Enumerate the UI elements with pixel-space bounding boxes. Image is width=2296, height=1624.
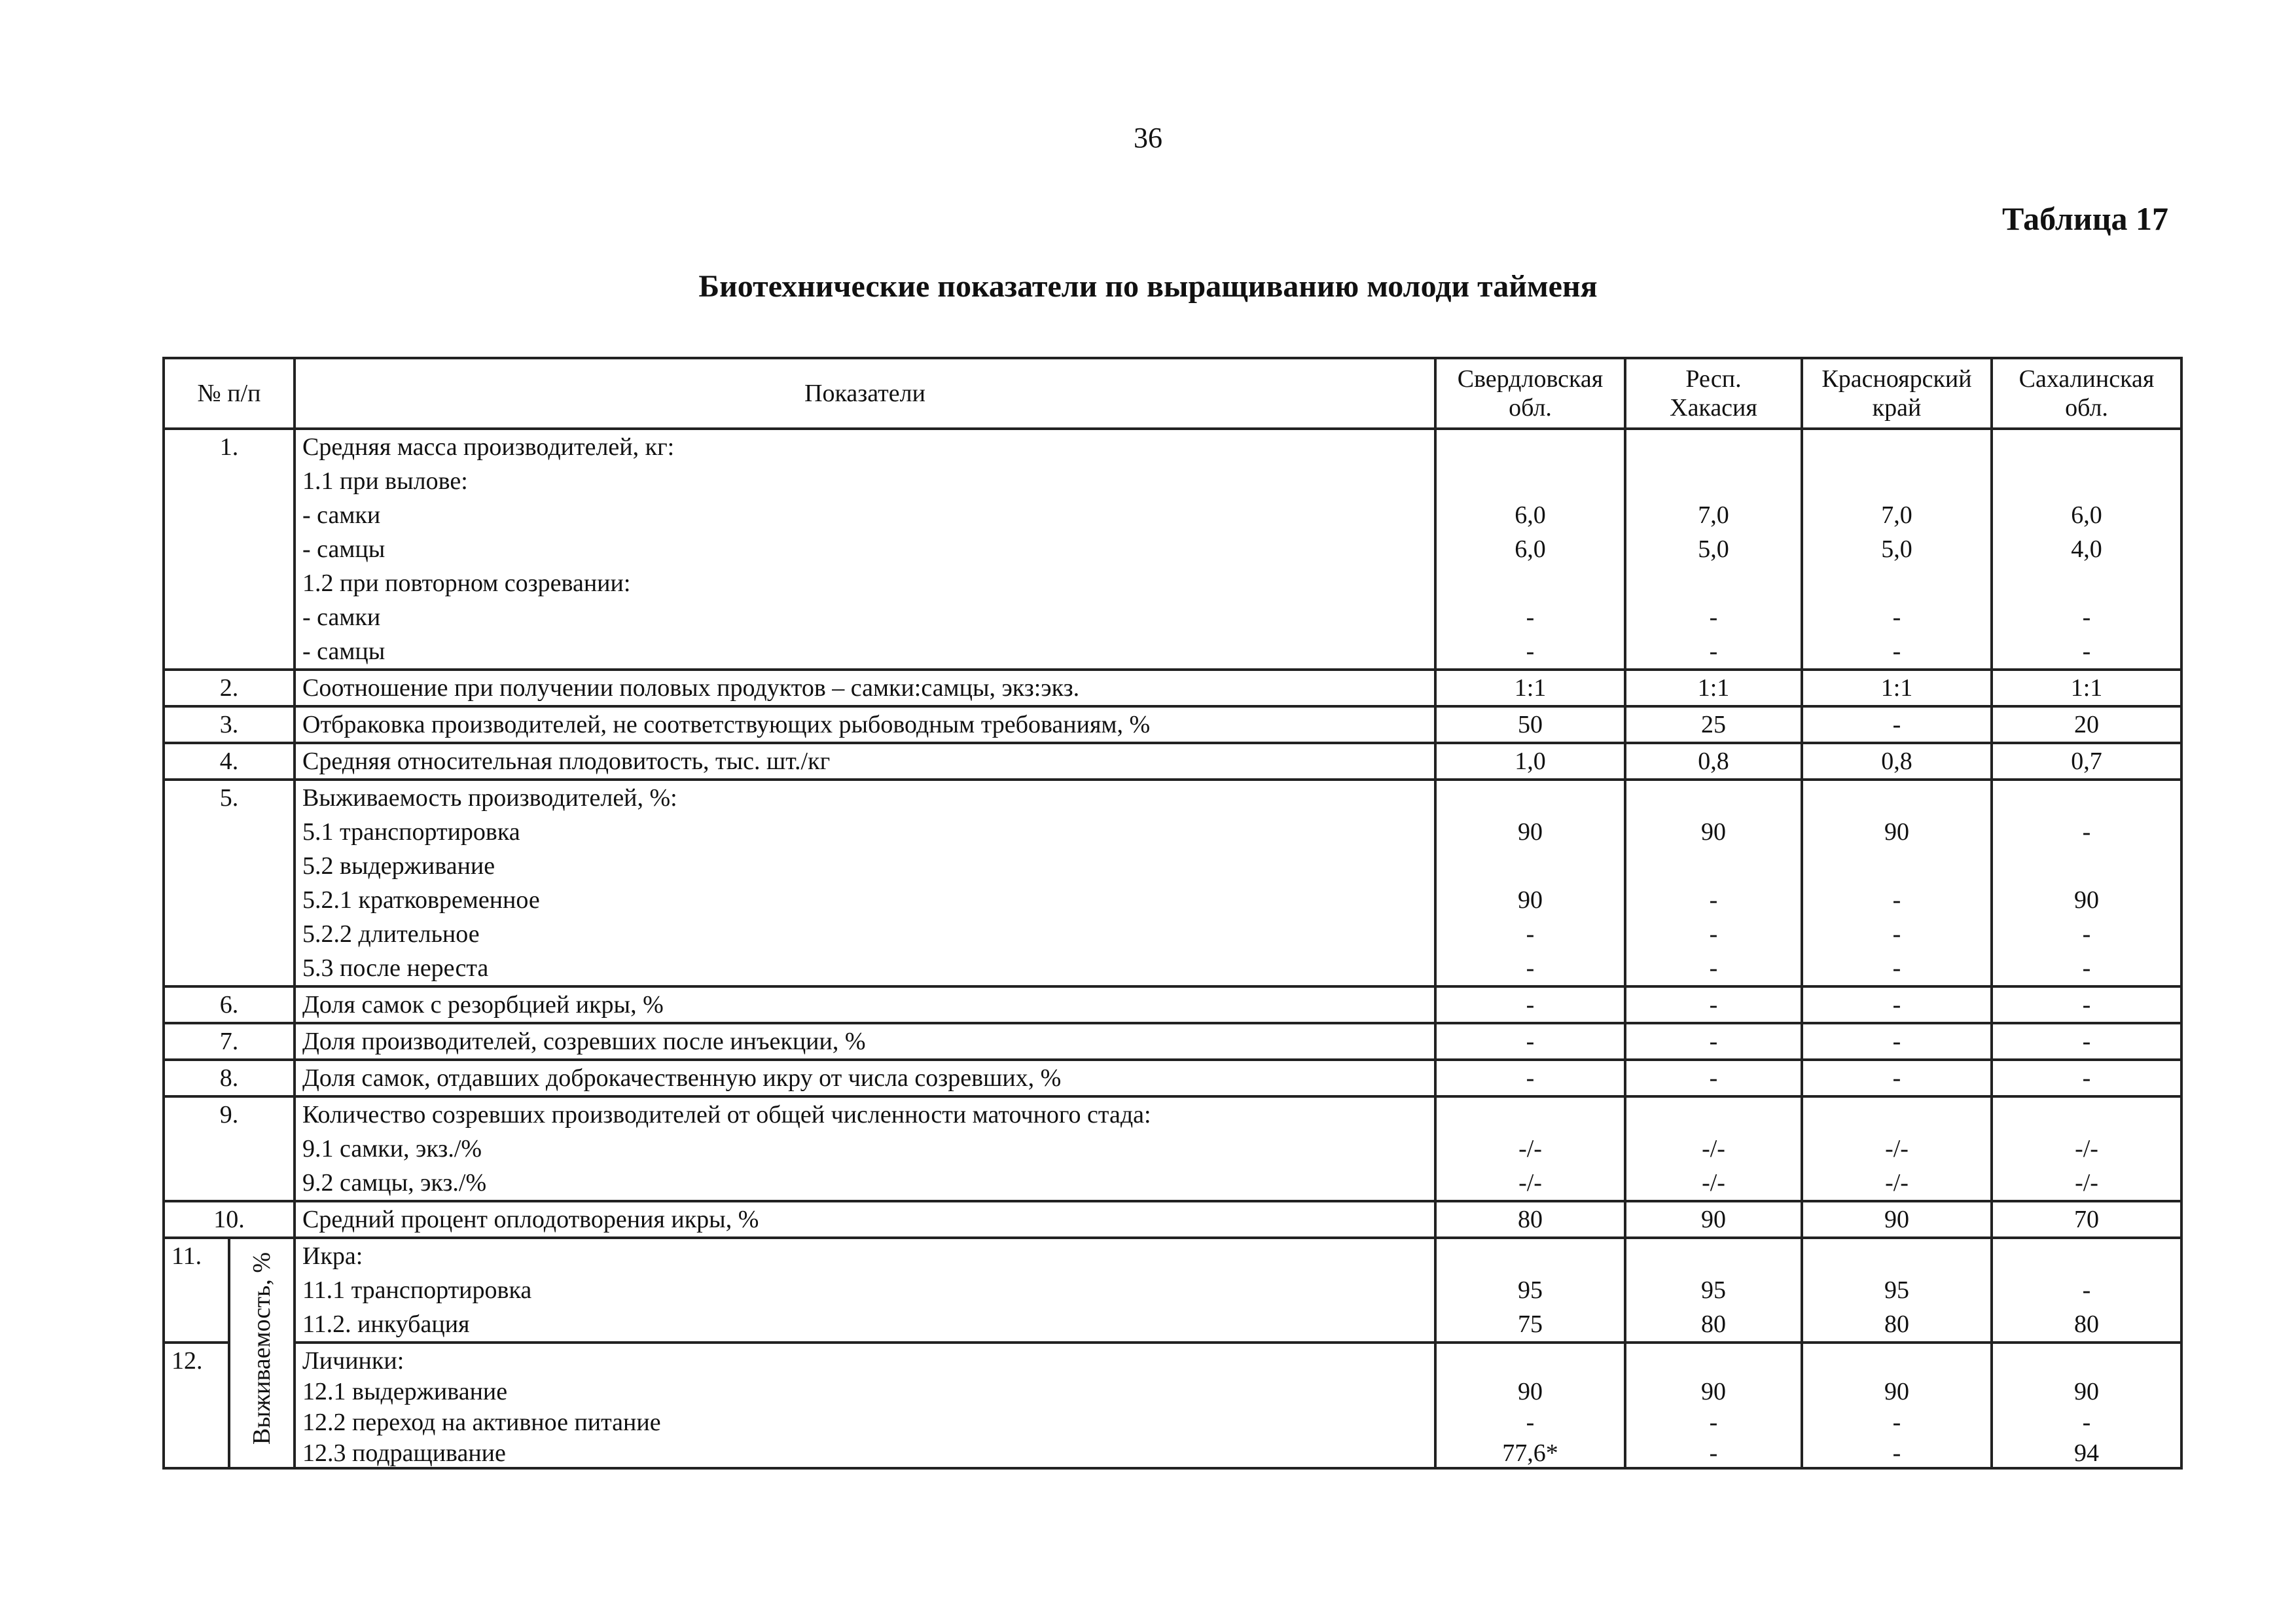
value: 90 bbox=[2074, 886, 2099, 914]
value bbox=[2000, 1098, 2174, 1132]
indicator-line: Икра: bbox=[302, 1242, 363, 1270]
value-cell-khakassia bbox=[1625, 706, 1802, 743]
indicator-line: 5.2 выдерживание bbox=[302, 852, 495, 880]
value: - bbox=[2082, 1028, 2091, 1055]
value bbox=[1633, 1344, 1794, 1375]
value-cell-sakhalin bbox=[1992, 1343, 2181, 1468]
value-cell-sakhalin bbox=[1992, 706, 2181, 743]
value bbox=[1443, 464, 1617, 498]
value bbox=[1633, 1098, 1794, 1132]
value-cell-sverdlovsk bbox=[1435, 429, 1625, 670]
value: -/- bbox=[1885, 1135, 1909, 1163]
value: - bbox=[1892, 604, 1901, 631]
header-region-krasnoyarsk bbox=[1802, 358, 1992, 429]
indicator-cell bbox=[295, 1201, 1435, 1238]
indicator-line: 5.1 транспортировка bbox=[302, 818, 520, 846]
value: 90 bbox=[1884, 1378, 1909, 1405]
row-number bbox=[164, 1060, 295, 1096]
table-row bbox=[164, 743, 2181, 780]
value: 90 bbox=[1884, 1206, 1909, 1233]
value: 90 bbox=[1701, 1378, 1726, 1405]
value-cell-khakassia bbox=[1625, 1060, 1802, 1096]
indicator-cell bbox=[295, 1023, 1435, 1060]
value: 0,8 bbox=[1881, 748, 1912, 775]
value: 0,7 bbox=[2071, 748, 2102, 775]
row-number bbox=[164, 1343, 229, 1468]
row-number bbox=[164, 1201, 295, 1238]
value-cell-sakhalin bbox=[1992, 986, 2181, 1023]
indicator-line: Доля производителей, созревших после инъекции, % bbox=[302, 1028, 866, 1055]
indicator-line: 5.2.2 длительное bbox=[302, 920, 480, 948]
value: - bbox=[1892, 1064, 1901, 1092]
value-cell-sverdlovsk bbox=[1435, 1096, 1625, 1201]
indicator-line: 9.2 самцы, экз./% bbox=[302, 1169, 487, 1197]
row-number bbox=[164, 1023, 295, 1060]
indicator-line: Соотношение при получении половых продуктов – самки:самцы, экз:экз. bbox=[302, 674, 1080, 702]
value: -/- bbox=[1518, 1135, 1542, 1163]
header-region-khakassia bbox=[1625, 358, 1802, 429]
value-cell-sakhalin bbox=[1992, 1238, 2181, 1343]
value-cell-krasnoyarsk bbox=[1802, 1060, 1992, 1096]
value bbox=[1633, 430, 1794, 464]
value-cell-sakhalin bbox=[1992, 670, 2181, 706]
value: -/- bbox=[2075, 1169, 2098, 1197]
value: -/- bbox=[1702, 1135, 1725, 1163]
row-number bbox=[164, 706, 295, 743]
value-cell-krasnoyarsk bbox=[1802, 1096, 1992, 1201]
value-cell-krasnoyarsk bbox=[1802, 743, 1992, 780]
value: 1:1 bbox=[2070, 674, 2103, 702]
value: 70 bbox=[2074, 1206, 2099, 1233]
row-number-text: 12. bbox=[171, 1347, 203, 1375]
table-row bbox=[164, 986, 2181, 1023]
indicator-line: - самцы bbox=[302, 535, 386, 563]
indicator-line: 1.1 при вылове: bbox=[302, 467, 468, 495]
indicator-line: 1.2 при повторном созревании: bbox=[302, 569, 631, 597]
indicator-cell bbox=[295, 1096, 1435, 1201]
indicator-line: Средняя масса производителей, кг: bbox=[302, 433, 675, 461]
indicator-cell bbox=[295, 1238, 1435, 1343]
value-cell-sverdlovsk bbox=[1435, 1060, 1625, 1096]
value-cell-sverdlovsk bbox=[1435, 706, 1625, 743]
value bbox=[2000, 566, 2174, 600]
table-row bbox=[164, 1201, 2181, 1238]
indicator-line: Отбраковка производителей, не соответствующих рыбоводным требованиям, % bbox=[302, 711, 1151, 738]
value-cell-khakassia bbox=[1625, 780, 1802, 986]
row-number bbox=[164, 780, 295, 986]
value: 50 bbox=[1518, 711, 1543, 738]
header-indicator: Показатели bbox=[295, 358, 1435, 429]
value: - bbox=[1709, 1064, 1718, 1092]
header-region-sakhalin bbox=[1992, 358, 2181, 429]
indicator-cell bbox=[295, 780, 1435, 986]
value: 90 bbox=[1518, 886, 1543, 914]
table-label: Таблица 17 bbox=[2001, 200, 2168, 237]
indicator-line: Количество созревших производителей от общей численности маточного стада: bbox=[302, 1101, 1151, 1128]
value: 95 bbox=[1884, 1276, 1909, 1304]
value-cell-krasnoyarsk bbox=[1802, 706, 1992, 743]
value: - bbox=[1526, 1028, 1535, 1055]
value bbox=[1443, 781, 1617, 815]
value-cell-sverdlovsk bbox=[1435, 1023, 1625, 1060]
value: - bbox=[1526, 638, 1535, 665]
header-region-line: обл. bbox=[2065, 394, 2108, 422]
value bbox=[1633, 1239, 1794, 1273]
indicator-cell bbox=[295, 706, 1435, 743]
survival-group-label bbox=[229, 1238, 295, 1468]
value: - bbox=[2082, 954, 2091, 982]
value bbox=[1443, 1098, 1617, 1132]
value bbox=[1633, 781, 1794, 815]
value bbox=[1810, 566, 1984, 600]
value: 1,0 bbox=[1515, 748, 1546, 775]
value: 95 bbox=[1518, 1276, 1543, 1304]
row-number-text: 4. bbox=[219, 748, 239, 775]
header-region-line: Хакасия bbox=[1670, 394, 1757, 422]
value-cell-sverdlovsk bbox=[1435, 780, 1625, 986]
indicator-line: 5.3 после нереста bbox=[302, 954, 489, 982]
value: 80 bbox=[1518, 1206, 1543, 1233]
indicator-line: 5.2.1 кратковременное bbox=[302, 886, 540, 914]
value bbox=[1633, 566, 1794, 600]
value: -/- bbox=[1518, 1169, 1542, 1197]
value bbox=[1810, 430, 1984, 464]
header-region-line: Сахалинская bbox=[2018, 365, 2155, 393]
value bbox=[2000, 464, 2174, 498]
table-title: Биотехнические показатели по выращиванию молоди тайменя bbox=[698, 269, 1598, 304]
value-cell-khakassia bbox=[1625, 743, 1802, 780]
value: - bbox=[1709, 991, 1718, 1019]
value-cell-krasnoyarsk bbox=[1802, 780, 1992, 986]
value: - bbox=[1892, 711, 1901, 738]
value: - bbox=[2082, 638, 2091, 665]
value-cell-khakassia bbox=[1625, 1096, 1802, 1201]
value-cell-sakhalin bbox=[1992, 1060, 2181, 1096]
value-cell-sakhalin bbox=[1992, 1023, 2181, 1060]
value: 5,0 bbox=[1698, 535, 1729, 563]
header-region-line: край bbox=[1872, 394, 1922, 422]
value-cell-krasnoyarsk bbox=[1802, 1238, 1992, 1343]
value: -/- bbox=[2075, 1135, 2098, 1163]
value-cell-krasnoyarsk bbox=[1802, 986, 1992, 1023]
value: 20 bbox=[2074, 711, 2099, 738]
value-cell-khakassia bbox=[1625, 1343, 1802, 1468]
value bbox=[1810, 1344, 1984, 1375]
indicators-table bbox=[162, 357, 2183, 1470]
value: 90 bbox=[2074, 1378, 2099, 1405]
table-row bbox=[164, 1096, 2181, 1201]
value-cell-sverdlovsk bbox=[1435, 986, 1625, 1023]
value-cell-khakassia bbox=[1625, 1201, 1802, 1238]
value-cell-sakhalin bbox=[1992, 429, 2181, 670]
row-number bbox=[164, 1238, 229, 1343]
value-cell-krasnoyarsk bbox=[1802, 429, 1992, 670]
value bbox=[1810, 464, 1984, 498]
indicator-line: 11.1 транспортировка bbox=[302, 1276, 532, 1304]
value: 95 bbox=[1701, 1276, 1726, 1304]
value: 4,0 bbox=[2071, 535, 2102, 563]
value bbox=[1443, 1344, 1617, 1375]
indicator-line: 9.1 самки, экз./% bbox=[302, 1135, 482, 1163]
value bbox=[1443, 1239, 1617, 1273]
value-cell-sverdlovsk bbox=[1435, 1201, 1625, 1238]
row-number-text: 1. bbox=[219, 433, 239, 461]
value: - bbox=[2082, 1409, 2091, 1436]
value-cell-sverdlovsk bbox=[1435, 743, 1625, 780]
value: 0,8 bbox=[1698, 748, 1729, 775]
value: 90 bbox=[1518, 818, 1543, 846]
indicator-cell bbox=[295, 743, 1435, 780]
table-row bbox=[164, 780, 2181, 986]
value-cell-sverdlovsk bbox=[1435, 1343, 1625, 1468]
value-cell-khakassia bbox=[1625, 670, 1802, 706]
indicator-line: 12.3 подращивание bbox=[302, 1439, 506, 1467]
value-cell-sverdlovsk bbox=[1435, 670, 1625, 706]
indicator-line: - самки bbox=[302, 604, 381, 631]
row-number-text: 2. bbox=[219, 674, 239, 702]
header-region-line: обл. bbox=[1509, 394, 1552, 422]
value bbox=[1443, 849, 1617, 883]
value: -/- bbox=[1702, 1169, 1725, 1197]
header-region-sverdlovsk bbox=[1435, 358, 1625, 429]
value-cell-krasnoyarsk bbox=[1802, 1343, 1992, 1468]
value bbox=[2000, 1344, 2174, 1375]
indicator-line: 12.2 переход на активное питание bbox=[302, 1409, 661, 1436]
value: - bbox=[1709, 1409, 1718, 1436]
indicator-line: Выживаемость производителей, %: bbox=[302, 784, 677, 812]
row-number bbox=[164, 1096, 295, 1201]
value: 75 bbox=[1518, 1310, 1543, 1338]
value: - bbox=[1709, 638, 1718, 665]
row-number-text: 6. bbox=[219, 991, 239, 1019]
indicator-line: Доля самок, отдавших доброкачественную икру от числа созревших, % bbox=[302, 1064, 1062, 1092]
table-row bbox=[164, 1238, 2181, 1343]
value-cell-sakhalin bbox=[1992, 743, 2181, 780]
value: - bbox=[1892, 954, 1901, 982]
value: - bbox=[1892, 920, 1901, 948]
table-row bbox=[164, 670, 2181, 706]
value: 1:1 bbox=[1880, 674, 1913, 702]
indicator-line: - самки bbox=[302, 501, 381, 529]
value: - bbox=[1709, 886, 1718, 914]
value: - bbox=[1709, 1028, 1718, 1055]
value-cell-khakassia bbox=[1625, 986, 1802, 1023]
value bbox=[1810, 781, 1984, 815]
value: 7,0 bbox=[1698, 501, 1729, 529]
value: 77,6* bbox=[1502, 1439, 1558, 1467]
indicator-line: Доля самок с резорбцией икры, % bbox=[302, 991, 664, 1019]
value bbox=[1810, 1239, 1984, 1273]
value-cell-sverdlovsk bbox=[1435, 1238, 1625, 1343]
value: - bbox=[2082, 991, 2091, 1019]
row-number bbox=[164, 986, 295, 1023]
table-row bbox=[164, 1060, 2181, 1096]
value: -/- bbox=[1885, 1169, 1909, 1197]
value bbox=[2000, 781, 2174, 815]
value: 5,0 bbox=[1881, 535, 1912, 563]
header-num: № п/п bbox=[164, 358, 295, 429]
value: 25 bbox=[1701, 711, 1726, 738]
value bbox=[1443, 566, 1617, 600]
row-number bbox=[164, 670, 295, 706]
row-number-text: 8. bbox=[219, 1064, 239, 1092]
value: - bbox=[1526, 954, 1535, 982]
table-row bbox=[164, 429, 2181, 670]
row-number bbox=[164, 743, 295, 780]
value bbox=[2000, 1239, 2174, 1273]
value: 90 bbox=[1884, 818, 1909, 846]
row-number-text: 7. bbox=[219, 1028, 239, 1055]
indicator-line: Средний процент оплодотворения икры, % bbox=[302, 1206, 759, 1233]
value: - bbox=[1892, 1439, 1901, 1467]
value: 1:1 bbox=[1514, 674, 1547, 702]
value: 6,0 bbox=[1515, 501, 1546, 529]
value bbox=[2000, 849, 2174, 883]
value: - bbox=[1526, 1064, 1535, 1092]
value: - bbox=[1709, 1439, 1718, 1467]
header-region-line: Красноярский bbox=[1821, 365, 1972, 393]
value: - bbox=[2082, 1276, 2091, 1304]
row-number-text: 3. bbox=[219, 711, 239, 738]
value: 90 bbox=[1701, 818, 1726, 846]
table-row bbox=[164, 706, 2181, 743]
value bbox=[2000, 430, 2174, 464]
table-row bbox=[164, 1343, 2181, 1468]
value: - bbox=[1709, 604, 1718, 631]
value: - bbox=[1892, 1028, 1901, 1055]
value: - bbox=[1892, 991, 1901, 1019]
row-number-text: 10. bbox=[213, 1206, 245, 1233]
value: 90 bbox=[1518, 1378, 1543, 1405]
value-cell-krasnoyarsk bbox=[1802, 1023, 1992, 1060]
indicator-line: - самцы bbox=[302, 638, 386, 665]
indicator-cell bbox=[295, 986, 1435, 1023]
indicator-cell bbox=[295, 1060, 1435, 1096]
value: 80 bbox=[1884, 1310, 1909, 1338]
value: - bbox=[1709, 954, 1718, 982]
header-region-line: Свердловская bbox=[1457, 365, 1604, 393]
value bbox=[1633, 464, 1794, 498]
value: 6,0 bbox=[1515, 535, 1546, 563]
value bbox=[1633, 849, 1794, 883]
value: - bbox=[1526, 991, 1535, 1019]
value: 94 bbox=[2074, 1439, 2099, 1467]
table-header-row bbox=[164, 358, 2181, 429]
value: 7,0 bbox=[1881, 501, 1912, 529]
header-region-line: Респ. bbox=[1685, 365, 1742, 393]
value bbox=[1443, 430, 1617, 464]
value: - bbox=[1709, 920, 1718, 948]
value: - bbox=[1526, 920, 1535, 948]
value-cell-sakhalin bbox=[1992, 780, 2181, 986]
value: - bbox=[1892, 886, 1901, 914]
survival-label: Выживаемость, % bbox=[248, 1252, 276, 1445]
indicator-line: Средняя относительная плодовитость, тыс. шт./кг bbox=[302, 748, 831, 775]
table-row bbox=[164, 1023, 2181, 1060]
value: - bbox=[2082, 1064, 2091, 1092]
value: - bbox=[1892, 1409, 1901, 1436]
value-cell-khakassia bbox=[1625, 1238, 1802, 1343]
page-number: 36 bbox=[1134, 122, 1162, 154]
value bbox=[1810, 1098, 1984, 1132]
value-cell-krasnoyarsk bbox=[1802, 670, 1992, 706]
value bbox=[1810, 849, 1984, 883]
value: 90 bbox=[1701, 1206, 1726, 1233]
indicator-line: 12.1 выдерживание bbox=[302, 1378, 508, 1405]
value-cell-khakassia bbox=[1625, 429, 1802, 670]
value: - bbox=[2082, 818, 2091, 846]
indicator-cell bbox=[295, 429, 1435, 670]
row-number bbox=[164, 429, 295, 670]
value-cell-krasnoyarsk bbox=[1802, 1201, 1992, 1238]
row-number-text: 5. bbox=[219, 784, 239, 812]
value: - bbox=[2082, 604, 2091, 631]
indicator-cell bbox=[295, 1343, 1435, 1468]
indicator-line: Личинки: bbox=[302, 1347, 404, 1375]
value: - bbox=[1526, 1409, 1535, 1436]
row-number-text: 9. bbox=[219, 1101, 239, 1128]
value-cell-sakhalin bbox=[1992, 1096, 2181, 1201]
indicator-line: 11.2. инкубация bbox=[302, 1310, 470, 1338]
indicator-cell bbox=[295, 670, 1435, 706]
value: 1:1 bbox=[1697, 674, 1730, 702]
value: 6,0 bbox=[2071, 501, 2102, 529]
value-cell-sakhalin bbox=[1992, 1201, 2181, 1238]
value-cell-khakassia bbox=[1625, 1023, 1802, 1060]
value: - bbox=[1892, 638, 1901, 665]
value: 80 bbox=[2074, 1310, 2099, 1338]
value: 80 bbox=[1701, 1310, 1726, 1338]
row-number-text: 11. bbox=[171, 1242, 202, 1270]
value: - bbox=[2082, 920, 2091, 948]
value: - bbox=[1526, 604, 1535, 631]
